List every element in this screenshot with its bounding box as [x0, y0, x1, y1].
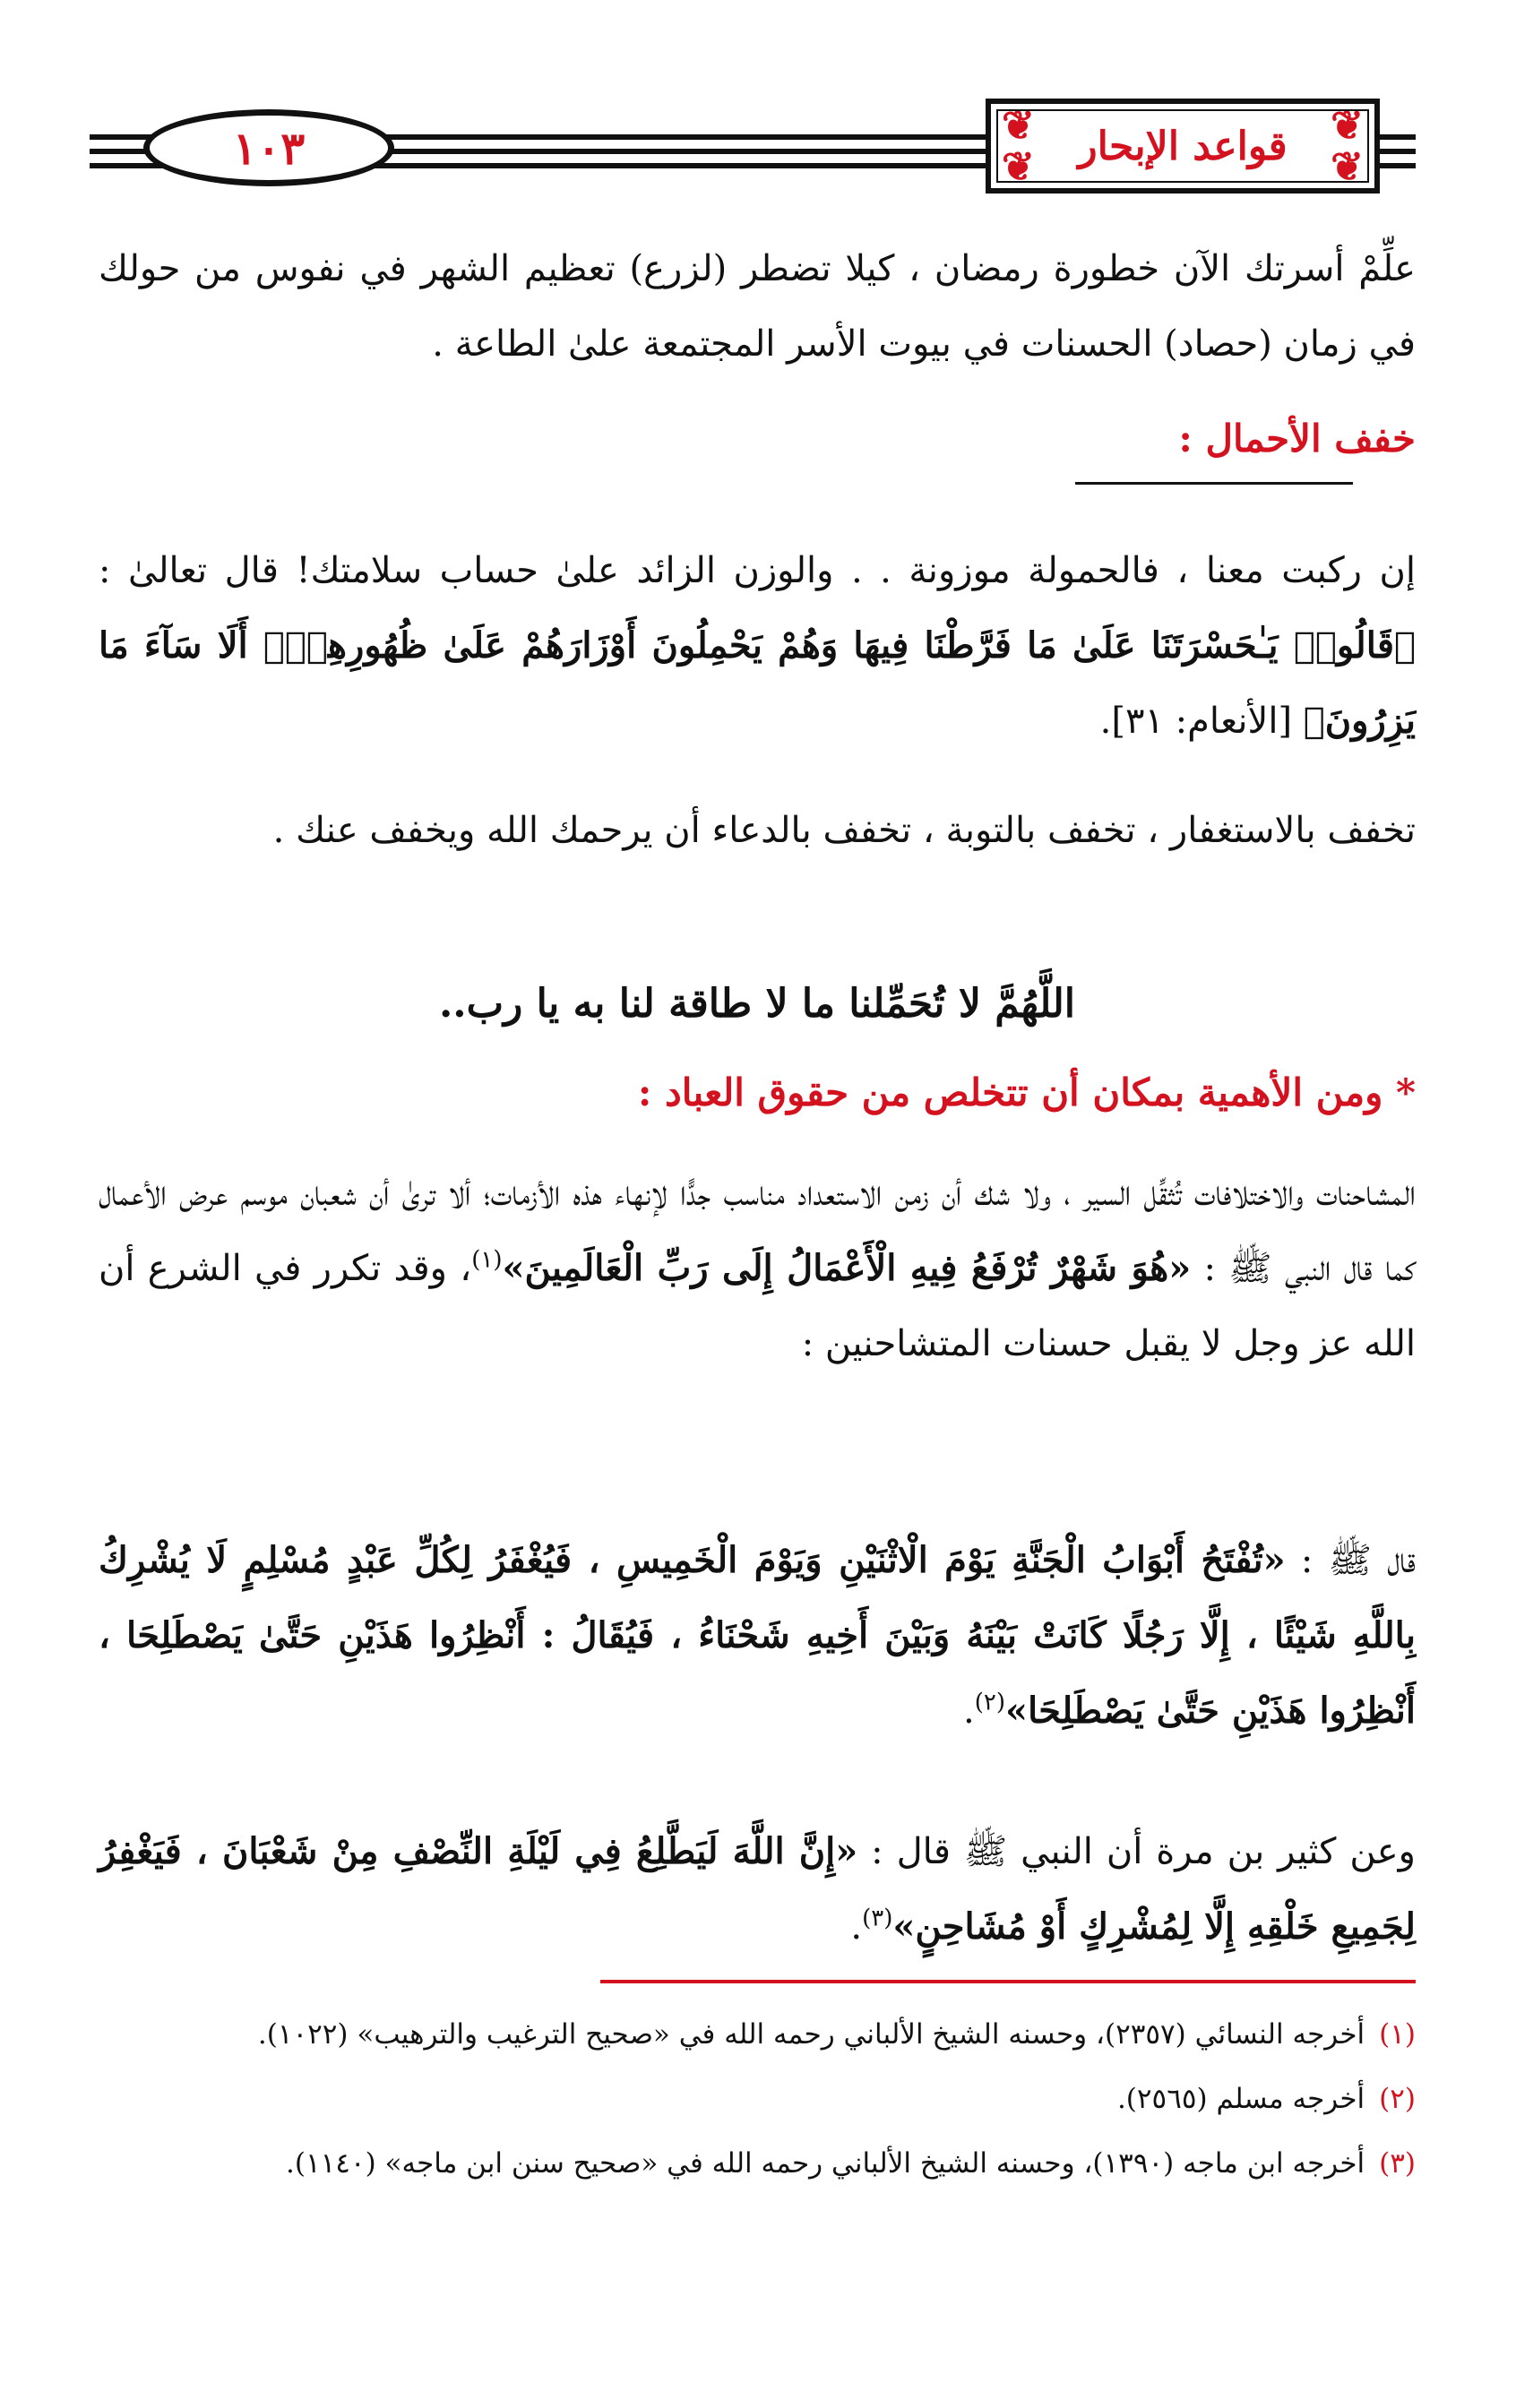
paragraph — [99, 1156, 1416, 1381]
footnote-text: أخرجه ابن ماجه (١٣٩٠)، وحسنه الشيخ الألباني رحمه الله في «صحيح سنن ابن ماجه» (١١٤٠). — [286, 2147, 1365, 2180]
quran-reference: [الأنعام: ٣١]. — [1099, 701, 1304, 742]
corner-ornament-icon: ❦ — [1331, 103, 1364, 149]
footnote — [99, 2067, 1416, 2131]
star-bullet-icon: * — [1396, 1071, 1416, 1114]
paragraph-text: إن ركبت معنا ، فالحمولة موزونة . . والوزن الزائد علىٰ حساب سلامتك! قال تعالىٰ : — [99, 550, 1416, 591]
paragraph-text: قال ﷺ : — [1285, 1540, 1417, 1581]
footnote-ref[interactable]: (٣) — [862, 1905, 893, 1932]
page-header — [90, 99, 1416, 197]
paragraph — [99, 793, 1416, 868]
paragraph-text: وعن كثير بن مرة أن النبي ﷺ قال : — [857, 1831, 1416, 1872]
paragraph-text: المشاحنات والاختلافات تُثقِّل السير ، ولا شك أن زمن الاستعداد مناسب جدًّا لإنهاء هذه الأزمات؛ ألا ترىٰ أن شعبان موسم عرض الأعمال كما قال النبي ﷺ : — [99, 1173, 1416, 1289]
hadith-quote: «إِنَّ اللَّهَ لَيَطَّلِعُ فِي لَيْلَةِ النِّصْفِ مِنْ شَعْبَانَ ، فَيَغْفِرُ لِجَمِيعِ خَلْقِهِ إِلَّا لِمُشْرِكٍ أَوْ مُشَاحِنٍ» — [99, 1830, 1416, 1948]
paragraph-text: تخفف بالاستغفار ، تخفف بالتوبة ، تخفف بالدعاء أن يرحمك الله ويخفف عنك . — [272, 810, 1416, 851]
dua-text: اللَّهُمَّ لا تُحَمِّلنا ما لا طاقة لنا به يا رب.. — [438, 981, 1076, 1027]
footnote-text: أخرجه مسلم (٢٥٦٥). — [1116, 2083, 1365, 2115]
heading-underline — [1075, 482, 1353, 485]
footnotes — [99, 2002, 1416, 2196]
corner-ornament-icon: ❦ — [1002, 144, 1035, 190]
paragraph-text: علِّمْ أسرتك الآن خطورة رمضان ، كيلا تضطر (لزرع) تعظيم الشهر في نفوس من حولك في زمان (حصاد) الحسنات في بيوت الأسر المجتمعة علىٰ الطاعة . — [99, 248, 1416, 365]
section-heading — [99, 1071, 1416, 1114]
footnote-ref[interactable]: (٢) — [974, 1689, 1005, 1716]
corner-ornament-icon: ❦ — [1331, 144, 1364, 190]
footnote-number: (١) — [1379, 2018, 1416, 2051]
footnote-number: (٢) — [1379, 2083, 1416, 2115]
paragraph — [99, 1814, 1416, 1965]
paragraph — [99, 533, 1416, 759]
heading-text: ومن الأهمية بمكان أن تتخلص من حقوق العباد : — [637, 1071, 1383, 1114]
paragraph-text: . — [962, 1690, 975, 1732]
paragraph-text: ، وقد تكرر في الشرع أن الله عز وجل لا يقبل حسنات المتشاحنين : — [99, 1248, 1416, 1364]
footnote-separator — [600, 1980, 1416, 1983]
footnote-text: أخرجه النسائي (٢٣٥٧)، وحسنه الشيخ الألباني رحمه الله في «صحيح الترغيب والترهيب» (١٠٢٢). — [257, 2018, 1365, 2051]
page-number-oval — [143, 109, 394, 186]
corner-ornament-icon: ❦ — [1002, 103, 1035, 149]
book-title-box — [986, 99, 1380, 194]
page-number: ١٠٣ — [232, 121, 306, 175]
footnote-ref[interactable]: (١) — [471, 1246, 503, 1274]
footnote — [99, 2002, 1416, 2067]
paragraph — [99, 231, 1416, 382]
book-title: قواعد الإبحار — [1078, 123, 1288, 169]
heading-text: خفف الأحمال : — [1178, 417, 1416, 460]
footnote-number: (٣) — [1379, 2147, 1416, 2180]
hadith-quote: «هُوَ شَهْرٌ تُرْفَعُ فِيهِ الْأَعْمَالُ إِلَى رَبِّ الْعَالَمِينَ» — [502, 1247, 1192, 1289]
paragraph — [99, 1523, 1416, 1749]
hadith-quote: «تُفْتَحُ أَبْوَابُ الْجَنَّةِ يَوْمَ الْاثْنَيْنِ وَيَوْمَ الْخَمِيسِ ، فَيُغْفَرُ لِكُلِّ عَبْدٍ مُسْلِمٍ لَا يُشْرِكُ بِاللَّهِ شَيْئًا ، إِلَّا رَجُلًا كَانَتْ بَيْنَهُ وَبَيْنَ أَخِيهِ شَحْنَاءُ ، فَيُقَالُ : أَنْظِرُوا هَذَيْنِ حَتَّىٰ يَصْطَلِحَا ، أَنْظِرُوا هَذَيْنِ حَتَّىٰ يَصْطَلِحَا» — [99, 1539, 1416, 1732]
section-heading — [99, 417, 1416, 460]
footnote — [99, 2131, 1416, 2196]
dua-line — [99, 981, 1416, 1027]
quran-quote: ﴿قَالُوا۟ يَـٰحَسْرَتَنَا عَلَىٰ مَا فَرَّطْنَا فِيهَا وَهُمْ يَحْمِلُونَ أَوْزَارَهُمْ عَلَىٰ ظُهُورِهِمْۚ أَلَا سَآءَ مَا يَزِرُونَ﴾ — [99, 624, 1416, 742]
paragraph-text: . — [850, 1906, 863, 1948]
